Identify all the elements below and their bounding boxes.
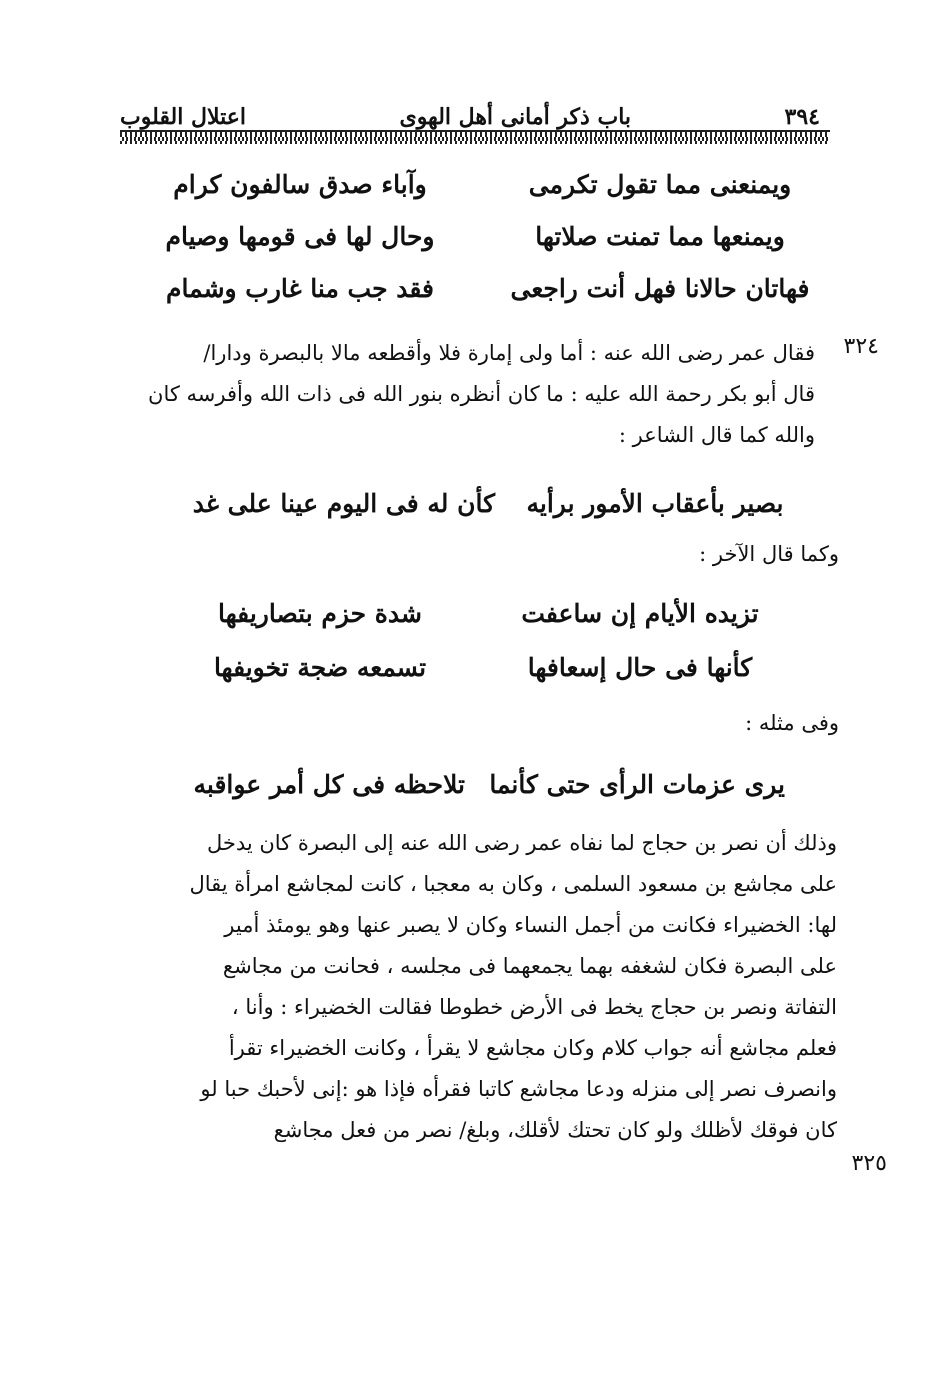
verse-first-hemistich: يرى عزمات الرأى حتى كأنما [489, 769, 785, 799]
verse-second-hemistich: وحال لها فى قومها وصيام [165, 221, 435, 251]
page-number: ٣٩٤ [784, 104, 820, 130]
section-number: ٣٢٥ [851, 1151, 887, 1176]
poem-verse [170, 593, 790, 633]
verse-second-hemistich: فقد جب منا غارب وشمام [166, 273, 434, 303]
page-header [120, 96, 820, 130]
prose-line: فعلم مجاشع أنه جواب كلام وكان مجاشع لا يقرأ ، وكانت الخضيراء تقرأ [228, 1036, 837, 1060]
poem-verse [170, 647, 790, 687]
verse-first-hemistich: ويمنعها مما تمنت صلاتها [535, 221, 785, 251]
verse-first-hemistich: ويمنعنى مما تقول تكرمى [528, 169, 792, 199]
verse-introduction: وفى مثله : [745, 711, 839, 735]
prose-line: لها: الخضيراء فكانت من أجمل النساء وكان لا يصبر عنها وهو يومئذ أمير [224, 913, 837, 937]
prose-line: التفاتة ونصر بن حجاج يخط فى الأرض خطوطا فقالت الخضيراء : وأنا ، [231, 995, 837, 1019]
prose-line: والله كما قال الشاعر : [618, 423, 815, 447]
verse-first-hemistich: فهاتان حالانا فهل أنت راجعى [510, 273, 810, 303]
poem-verse [192, 483, 785, 523]
poem-verse [195, 764, 785, 804]
header-rule [120, 130, 830, 144]
verse-second-hemistich: وآباء صدق سالفون كرام [173, 169, 427, 199]
story-paragraph [125, 823, 837, 1151]
verse-first-hemistich: بصير بأعقاب الأمور برأيه [526, 488, 784, 518]
prose-line: على البصرة فكان لشغفه بهما يجمعهما فى مجلسه ، فحانت من مجاشع [222, 954, 837, 978]
prose-line: على مجاشع بن مسعود السلمى ، وكان به معجبا ، كانت لمجاشع امرأة يقال [189, 872, 837, 896]
prose-line: وانصرف نصر إلى منزله ودعا مجاشع كاتبا فقرأه فإذا هو :إنى لأحبك حبا لو [200, 1077, 837, 1101]
verse-first-hemistich: كأنها فى حال إسعافها [527, 652, 753, 682]
book-title: اعتلال القلوب [120, 104, 246, 130]
prose-line: كان فوقك لأظلك ولو كان تحتك لأقلك، وبلغ/ نصر من فعل مجاشع [273, 1118, 837, 1142]
verse-introduction: وكما قال الآخر : [699, 542, 839, 566]
verse-second-hemistich: تسمعه ضجة تخويفها [213, 652, 427, 682]
chapter-title: باب ذكر أمانى أهل الهوى [399, 104, 632, 130]
verse-second-hemistich: كأن له فى اليوم عينا على غد [192, 488, 495, 518]
prose-line: وذلك أن نصر بن حجاج لما نفاه عمر رضى الله عنه إلى البصرة كان يدخل [206, 831, 837, 855]
prose-paragraph [125, 333, 815, 456]
poem-verse [150, 164, 810, 204]
section-number: ٣٢٤ [843, 334, 879, 359]
prose-line: قال أبو بكر رحمة الله عليه : ما كان أنظره بنور الله فى ذات الله وأفرسه كان [148, 382, 815, 406]
poem-verse [150, 268, 810, 308]
verse-second-hemistich: شدة حزم بتصاريفها [218, 598, 422, 628]
verse-first-hemistich: تزيده الأيام إن ساعفت [521, 598, 759, 628]
verse-second-hemistich: تلاحظه فى كل أمر عواقبه [193, 769, 465, 799]
poem-verse [150, 216, 810, 256]
prose-line: فقال عمر رضى الله عنه : أما ولى إمارة فلا وأقطعه مالا بالبصرة ودارا/ [203, 341, 815, 365]
